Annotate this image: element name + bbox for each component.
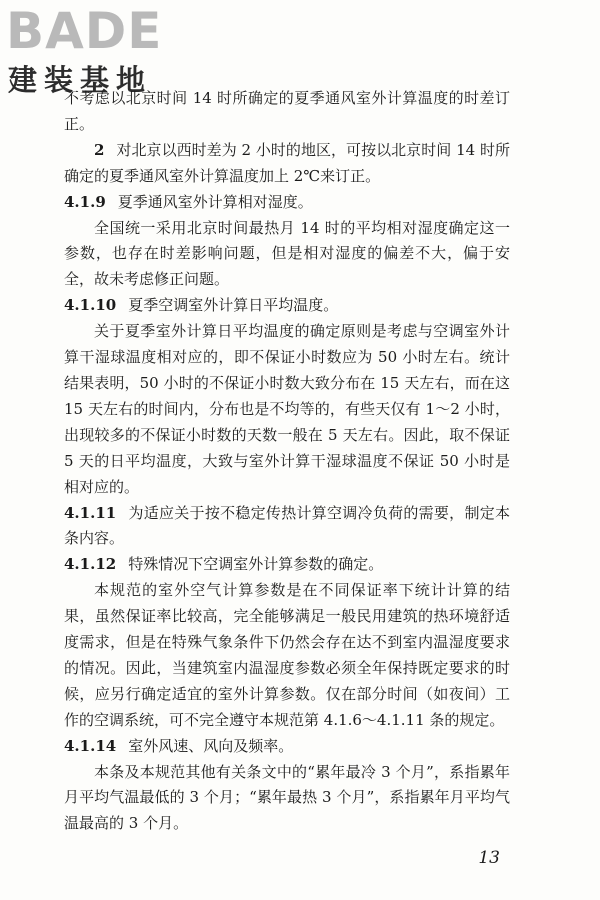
clause-number: 4.1.14 xyxy=(64,736,117,755)
paragraph: 全国统一采用北京时间最热月 14 时的平均相对湿度确定这一参数，也存在时差影响问题，但是相对湿度的偏差不大，偏于安全，故未考虑修正问题。 xyxy=(64,218,510,289)
clause-heading: 4.1.9 夏季通风室外计算相对湿度。 xyxy=(64,192,313,211)
logo xyxy=(4,2,184,97)
clause-number: 4.1.11 xyxy=(64,503,117,522)
paragraph: 不考虑以北京时间 14 时所确定的夏季通风室外计算温度的时差订正。 xyxy=(64,89,510,133)
numbered-item: 2 对北京以西时差为 2 小时的地区，可按以北京时间 14 时所确定的夏季通风室外计算温度加上 2℃来订正。 xyxy=(64,140,510,185)
clause-heading: 4.1.12 特殊情况下空调室外计算参数的确定。 xyxy=(64,555,384,574)
clause-number: 4.1.12 xyxy=(64,555,117,574)
paragraph: 本规范的室外空气计算参数是在不同保证率下统计计算的结果，虽然保证率比较高，完全能够满足一般民用建筑的热环境舒适度需求，但是在特殊气象条件下仍然会存在达不到室内温湿度要求的情况。因此，当建筑室内温湿度参数必须全年保持既定要求的时候，应另行确定适宜的室外计算参数。仅在部分时间（如夜间）工作的空调系统，可不完全遵守本规范第 4.1.6～4.1.11 条的规定。 xyxy=(64,581,510,729)
page-number: 13 xyxy=(478,848,500,868)
clause-heading: 4.1.14 室外风速、风向及频率。 xyxy=(64,736,294,755)
item-number: 2 xyxy=(94,140,105,159)
paragraph: 关于夏季室外计算日平均温度的确定原则是考虑与空调室外计算干湿球温度相对应的，即不保证小时数应为 50 小时左右。统计结果表明，50 小时的不保证小时数大致分布在 15 天左右，而在这 15 天左右的时间内，分布也是不均等的，有些天仅有 1～2 小时，出现较多的不保证小时数的天数一般在 5 天左右。因此，取不保证 5 天的日平均温度，大致与室外计算干湿球温度不保证 50 小时是相对应的。 xyxy=(64,322,510,496)
clause-number: 4.1.10 xyxy=(64,296,117,315)
paragraph: 本条及本规范其他有关条文中的“累年最冷 3 个月”，系指累年月平均气温最低的 3 个月；“累年最热 3 个月”，系指累年月平均气温最高的 3 个月。 xyxy=(64,762,510,833)
logo-wordmark: BADE xyxy=(6,2,163,60)
logo-chinese-text: 建装基地 xyxy=(8,63,153,97)
clause-heading: 4.1.11 为适应关于按不稳定传热计算空调冷负荷的需要，制定本条内容。 xyxy=(64,503,510,548)
document-body xyxy=(64,86,510,837)
clause-number: 4.1.9 xyxy=(64,192,106,211)
clause-heading: 4.1.10 夏季空调室外计算日平均温度。 xyxy=(64,296,339,315)
